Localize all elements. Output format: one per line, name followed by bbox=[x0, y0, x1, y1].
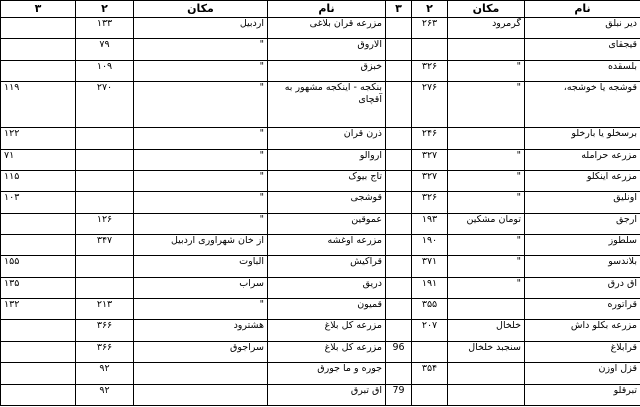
header-right-c3: ۳ bbox=[386, 1, 412, 18]
cell-left-c2 bbox=[76, 277, 134, 298]
cell-right-name: قوشجه یا خوشجه، bbox=[525, 82, 640, 128]
cell-left-name: آلاروق bbox=[268, 39, 386, 60]
cell-right-c2: ۳۲۶ bbox=[412, 192, 448, 213]
cell-left-c3 bbox=[1, 341, 76, 362]
cell-right-name: دیر نبلق bbox=[525, 18, 640, 39]
table-row bbox=[1, 213, 640, 234]
cell-right-c2: ۳۲۷ bbox=[412, 170, 448, 191]
cell-right-c2: ۲۰۷ bbox=[412, 320, 448, 341]
cell-right-place: " bbox=[448, 277, 525, 298]
cell-right-c3 bbox=[386, 82, 412, 128]
cell-right-c2 bbox=[412, 341, 448, 362]
table-row bbox=[1, 18, 640, 39]
cell-left-place: سراجوق bbox=[134, 341, 268, 362]
cell-right-place: " bbox=[448, 149, 525, 170]
table-row bbox=[1, 341, 640, 362]
cell-left-c3: ۱۱۵ bbox=[1, 170, 76, 191]
cell-right-place: تومان مشکین bbox=[448, 213, 525, 234]
cell-left-c2 bbox=[76, 170, 134, 191]
cell-right-name: مزرعه بکلو داش bbox=[525, 320, 640, 341]
cell-right-c3 bbox=[386, 213, 412, 234]
cell-left-c3 bbox=[1, 234, 76, 255]
cell-left-c3 bbox=[1, 18, 76, 39]
cell-left-name: جوره و ما جورق bbox=[268, 363, 386, 384]
cell-right-place: " bbox=[448, 256, 525, 277]
cell-right-name: آق درق bbox=[525, 277, 640, 298]
cell-right-place: " bbox=[448, 60, 525, 81]
table-row bbox=[1, 82, 640, 128]
cell-right-c2: ۲۶۳ bbox=[412, 18, 448, 39]
cell-right-place: خلخال bbox=[448, 320, 525, 341]
cell-right-c2 bbox=[412, 384, 448, 406]
cell-left-c2: ۲۷۰ bbox=[76, 82, 134, 128]
table-row bbox=[1, 363, 640, 384]
cell-right-c3 bbox=[386, 128, 412, 149]
cell-right-place bbox=[448, 384, 525, 406]
cell-left-name: مزرعه کل بلاغ bbox=[268, 320, 386, 341]
header-right-place: مکان bbox=[448, 1, 525, 18]
cell-left-name: خبزق bbox=[268, 60, 386, 81]
cell-right-name: بلاندسو bbox=[525, 256, 640, 277]
table-row bbox=[1, 320, 640, 341]
cell-right-name: قزل اوزن bbox=[525, 363, 640, 384]
cell-right-name: قیجقای bbox=[525, 39, 640, 60]
cell-left-c2 bbox=[76, 256, 134, 277]
header-left-c3: ۳ bbox=[1, 1, 76, 18]
cell-left-name: قمیون bbox=[268, 299, 386, 320]
cell-right-place: سنجبد خلخال bbox=[448, 341, 525, 362]
cell-left-c2: ۹۲ bbox=[76, 384, 134, 406]
cell-right-c3 bbox=[386, 256, 412, 277]
cell-right-place: " bbox=[448, 192, 525, 213]
cell-right-c2: ۳۵۵ bbox=[412, 299, 448, 320]
header-right-name: نام bbox=[525, 1, 640, 18]
cell-left-c3 bbox=[1, 39, 76, 60]
cell-left-c2: ۱۳۳ bbox=[76, 18, 134, 39]
table-row bbox=[1, 256, 640, 277]
header-left-place: مکان bbox=[134, 1, 268, 18]
cell-left-place: سراب bbox=[134, 277, 268, 298]
cell-right-name: قراتوره bbox=[525, 299, 640, 320]
cell-left-c2: ۱۲۶ bbox=[76, 213, 134, 234]
cell-left-name: مزرعه کل بلاغ bbox=[268, 341, 386, 362]
cell-right-place: گرمرود bbox=[448, 18, 525, 39]
table-row bbox=[1, 60, 640, 81]
cell-left-c2: ۳۶۶ bbox=[76, 341, 134, 362]
cell-left-name: قوشجی bbox=[268, 192, 386, 213]
cell-left-place bbox=[134, 384, 268, 406]
cell-right-c3: 79 bbox=[386, 384, 412, 406]
cell-left-place: " bbox=[134, 39, 268, 60]
cell-left-place: " bbox=[134, 82, 268, 128]
cell-left-name: عموقین bbox=[268, 213, 386, 234]
cell-right-c3 bbox=[386, 192, 412, 213]
cell-left-c2: ۹۲ bbox=[76, 363, 134, 384]
cell-right-c2: ۳۲۶ bbox=[412, 60, 448, 81]
cell-left-place: " bbox=[134, 299, 268, 320]
cell-right-c3 bbox=[386, 18, 412, 39]
cell-left-place: اردبیل bbox=[134, 18, 268, 39]
cell-right-c2: ۱۹۰ bbox=[412, 234, 448, 255]
cell-right-place bbox=[448, 363, 525, 384]
table-row bbox=[1, 149, 640, 170]
cell-right-name: مزرعه حرامله bbox=[525, 149, 640, 170]
cell-right-place bbox=[448, 128, 525, 149]
cell-left-c3 bbox=[1, 213, 76, 234]
cell-left-name: تاج بیوک bbox=[268, 170, 386, 191]
cell-right-c2: ۳۵۴ bbox=[412, 363, 448, 384]
cell-left-place: از خان شهراوری اردبیل bbox=[134, 234, 268, 255]
cell-right-c3 bbox=[386, 60, 412, 81]
cell-left-name: مزرعه اوغشه bbox=[268, 234, 386, 255]
table-row bbox=[1, 299, 640, 320]
header-row bbox=[1, 1, 640, 18]
cell-left-place: " bbox=[134, 213, 268, 234]
cell-left-name: آق تبرق bbox=[268, 384, 386, 406]
cell-right-c2: ۳۲۷ bbox=[412, 149, 448, 170]
cell-left-name: ذرن قران bbox=[268, 128, 386, 149]
cell-left-name: دریق bbox=[268, 277, 386, 298]
cell-right-c3 bbox=[386, 234, 412, 255]
cell-left-c3: ۱۳۵ bbox=[1, 277, 76, 298]
cell-right-name: تبرقلو bbox=[525, 384, 640, 406]
table-row bbox=[1, 192, 640, 213]
cell-right-c2: ۳۷۱ bbox=[412, 256, 448, 277]
cell-right-c3 bbox=[386, 299, 412, 320]
cell-left-c2: ۳۶۶ bbox=[76, 320, 134, 341]
cell-right-c3 bbox=[386, 277, 412, 298]
cell-left-name: اروالو bbox=[268, 149, 386, 170]
cell-right-place: " bbox=[448, 82, 525, 128]
cell-left-place: " bbox=[134, 149, 268, 170]
cell-right-place: " bbox=[448, 234, 525, 255]
cell-right-name: ارجق bbox=[525, 213, 640, 234]
cell-left-c3: ۱۳۲ bbox=[1, 299, 76, 320]
table-row bbox=[1, 170, 640, 191]
cell-right-name: بلسقده bbox=[525, 60, 640, 81]
cell-left-c2 bbox=[76, 128, 134, 149]
header-right-c2: ۲ bbox=[412, 1, 448, 18]
cell-right-c2: ۱۹۱ bbox=[412, 277, 448, 298]
cell-left-c3: ۱۰۳ bbox=[1, 192, 76, 213]
table-row bbox=[1, 234, 640, 255]
cell-left-c3: ۱۵۵ bbox=[1, 256, 76, 277]
cell-left-name: مزرعه قران بلاغی bbox=[268, 18, 386, 39]
cell-left-name: قراکیش bbox=[268, 256, 386, 277]
cell-left-c2 bbox=[76, 192, 134, 213]
cell-left-c3 bbox=[1, 320, 76, 341]
cell-left-place: " bbox=[134, 192, 268, 213]
cell-right-c2: ۲۴۶ bbox=[412, 128, 448, 149]
cell-left-c3 bbox=[1, 384, 76, 406]
cell-left-c3 bbox=[1, 60, 76, 81]
cell-right-name: سلطوز bbox=[525, 234, 640, 255]
cell-right-c3 bbox=[386, 320, 412, 341]
cell-right-c3: 96 bbox=[386, 341, 412, 362]
cell-left-c2 bbox=[76, 149, 134, 170]
cell-left-place: " bbox=[134, 170, 268, 191]
cell-left-c2: ۱۰۹ bbox=[76, 60, 134, 81]
cell-right-c3 bbox=[386, 363, 412, 384]
table-row bbox=[1, 128, 640, 149]
cell-right-c3 bbox=[386, 39, 412, 60]
cell-right-c3 bbox=[386, 149, 412, 170]
header-left-c2: ۲ bbox=[76, 1, 134, 18]
table-row bbox=[1, 39, 640, 60]
header-left-name: نام bbox=[268, 1, 386, 18]
cell-left-place: هشترود bbox=[134, 320, 268, 341]
cell-left-c3: ۱۱۹ bbox=[1, 82, 76, 128]
cell-right-name: مزرعه اینکلو bbox=[525, 170, 640, 191]
cell-right-c3 bbox=[386, 170, 412, 191]
cell-left-place: " bbox=[134, 128, 268, 149]
cell-left-c2: ۲۱۳ bbox=[76, 299, 134, 320]
cell-right-c2 bbox=[412, 39, 448, 60]
cell-left-place: الباوت bbox=[134, 256, 268, 277]
cell-left-place: " bbox=[134, 60, 268, 81]
cell-right-place bbox=[448, 299, 525, 320]
table-row bbox=[1, 384, 640, 406]
cell-right-name: قرابلاغ bbox=[525, 341, 640, 362]
cell-right-place bbox=[448, 39, 525, 60]
cell-left-c3: ۷۱ bbox=[1, 149, 76, 170]
cell-left-c3 bbox=[1, 363, 76, 384]
cell-left-place bbox=[134, 363, 268, 384]
cell-left-c3: ۱۲۲ bbox=[1, 128, 76, 149]
cell-left-name: بنکجه - اینکجه مشهور به آقچای bbox=[268, 82, 386, 128]
cell-right-place: " bbox=[448, 170, 525, 191]
cell-left-c2: ۳۴۷ bbox=[76, 234, 134, 255]
cell-left-c2: ۷۹ bbox=[76, 39, 134, 60]
table-row bbox=[1, 277, 640, 298]
cell-right-name: اونلیق bbox=[525, 192, 640, 213]
cell-right-c2: ۲۷۶ bbox=[412, 82, 448, 128]
cell-right-c2: ۱۹۳ bbox=[412, 213, 448, 234]
cell-right-name: برسخلو یا بارخلو bbox=[525, 128, 640, 149]
